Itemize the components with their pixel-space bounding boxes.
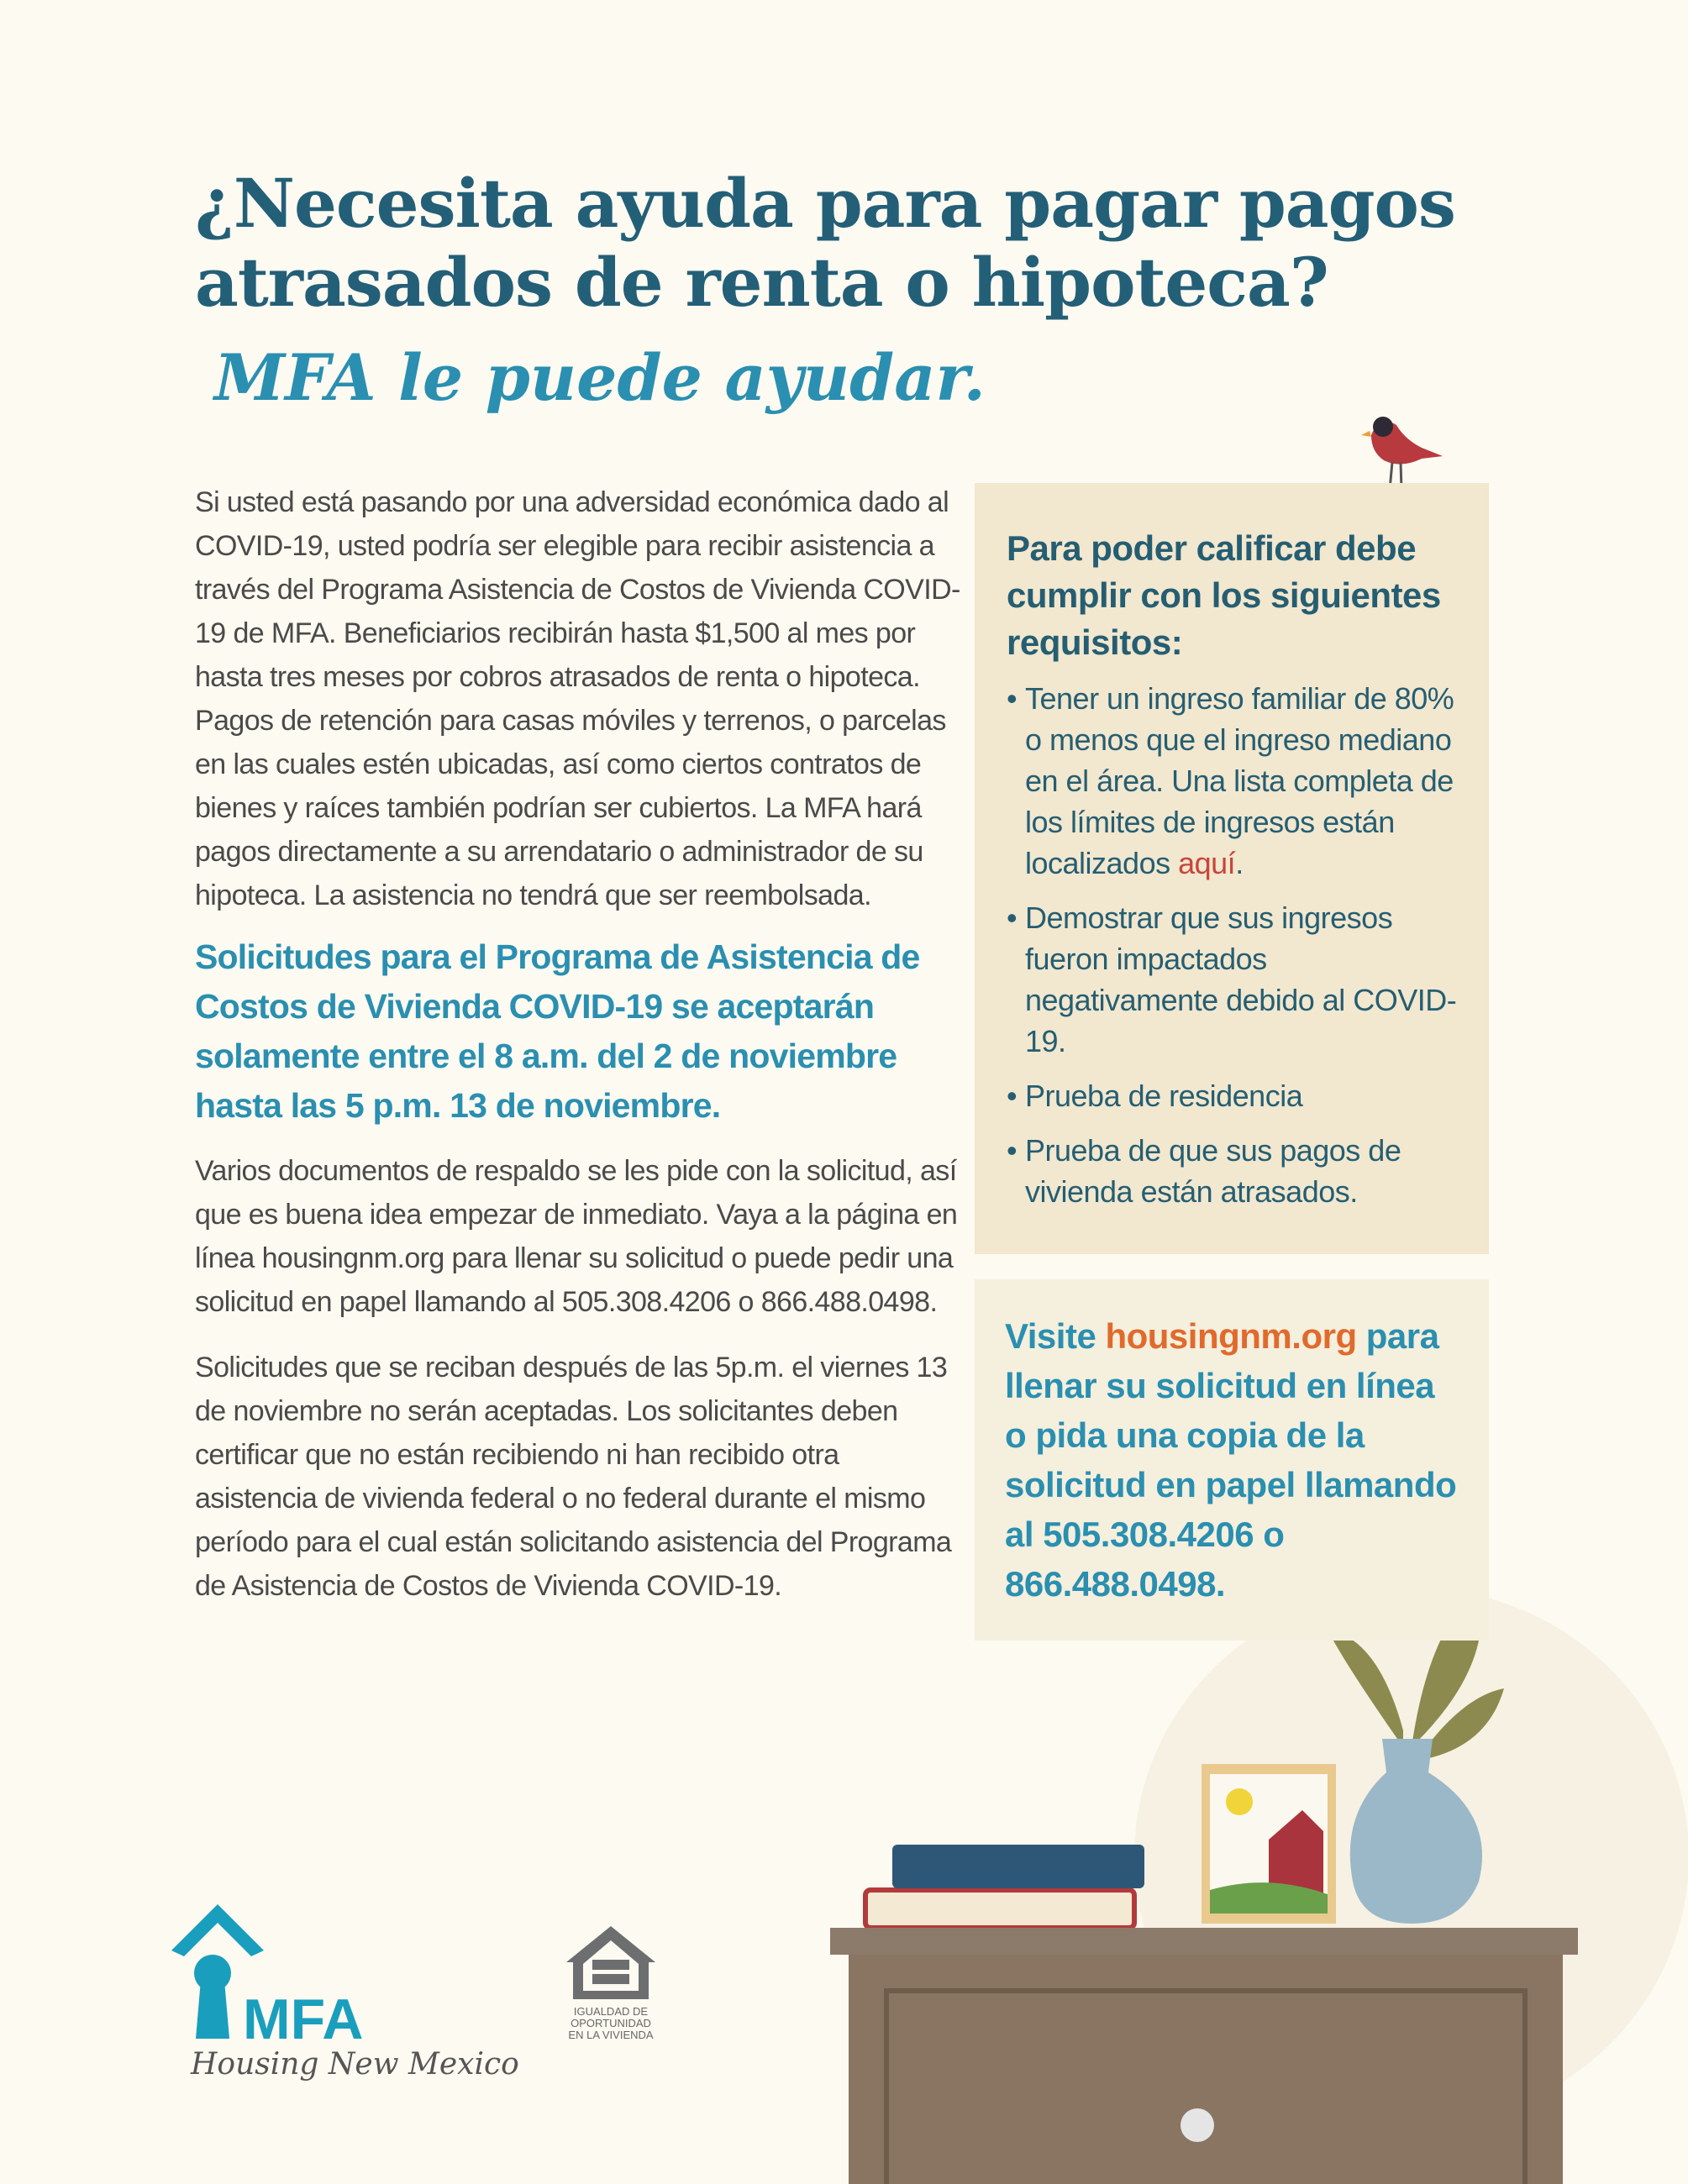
book-icon: [865, 1890, 1134, 1928]
eho-text: EN LA VIVIENDA: [568, 2029, 654, 2041]
visit-pre: Visite: [1005, 1316, 1106, 1356]
right-column: [975, 483, 1489, 1641]
documents-paragraph: Varios documentos de respaldo se les pide con la solicitud, así que es buena idea empezar de inmediato. Vaya a la página en línea housingnm.org para llenar su solicitud o puede pedir una solicitud en papel llamando al 505.308.4206 o 866.488.0498.: [195, 1155, 958, 1318]
dresser-illustration: [823, 1562, 1688, 2184]
dresser-top: [830, 1928, 1578, 1955]
requirements-list: [1007, 678, 1464, 1212]
book-icon: [892, 1845, 1144, 1888]
period: .: [1235, 846, 1244, 880]
housingnm-link[interactable]: housingnm.org: [1105, 1316, 1357, 1356]
mfa-logo: [167, 1879, 519, 2082]
requirement-text: Tener un ingreso familiar de 80% o menos que el ingreso mediano en el área. Una lista completa de los límites de ingresos están localizados: [1025, 681, 1454, 880]
cardinal-bird-icon: [1354, 410, 1447, 494]
requirement-item: • Prueba de que sus pagos de vivienda están atrasados.: [1007, 1130, 1464, 1212]
title-line-1: ¿Necesita ayuda para pagar pagos: [195, 164, 1455, 243]
left-column: [195, 480, 964, 1608]
visit-callout: [975, 1279, 1489, 1641]
eho-text: IGUALDAD DE: [573, 2005, 649, 2018]
title-line-2: atrasados de renta o hipoteca?: [195, 243, 1328, 322]
equal-housing-icon: [565, 1922, 657, 2002]
eho-text: OPORTUNIDAD: [571, 2017, 651, 2029]
drawer-knob-icon: [1181, 2108, 1214, 2142]
visit-post: para llenar su solicitud en línea o pida una copia de la solicitud en papel llamando al 505.308.4206 o 866.488.0498.: [1005, 1316, 1457, 1604]
page-title: [195, 164, 1455, 322]
requirement-item: • Prueba de residencia: [1007, 1075, 1464, 1116]
equal-housing-logo: [561, 1922, 660, 2041]
svg-text:MFA: MFA: [243, 1987, 364, 2047]
logo-tagline: Housing New Mexico: [191, 2047, 519, 2082]
requirements-box: [975, 483, 1489, 1254]
intro-paragraph: Si usted está pasando por una adversidad económica dado al COVID-19, usted podría ser elegible para recibir asistencia a través del Programa Asistencia de Costos de Vivienda COVID-19 de MFA. Beneficiarios recibirán hasta $1,500 al mes por hasta tres meses por cobros atrasados de renta o hipoteca. Pagos de retención para casas móviles y terrenos, o parcelas en las cuales estén ubicadas, así como ciertos contratos de bienes y raíces también podrían ser cubiertos. La MFA hará pagos directamente a su arrendatario o administrador de su hipoteca. La asistencia no tendrá que ser reembolsada.: [195, 486, 960, 911]
certification-paragraph: Solicitudes que se reciban después de las 5p.m. el viernes 13 de noviembre no serán aceptadas. Los solicitantes deben certificar que no están recibiendo ni han recibido otra asistencia de vivienda federal o no federal durante el mismo período para el cual están solicitando asistencia del Programa de Asistencia de Costos de Vivienda COVID-19.: [195, 1352, 952, 1602]
subtitle: MFA le puede ayudar.: [214, 340, 986, 415]
income-limits-link[interactable]: aquí: [1178, 846, 1236, 880]
requirement-item: [1007, 678, 1464, 884]
requirements-heading: Para poder calificar debe cumplir con los siguientes requisitos:: [1007, 528, 1441, 662]
deadline-highlight: Solicitudes para el Programa de Asistencia de Costos de Vivienda COVID-19 se aceptarán solamente entre el 8 a.m. del 2 de noviembre hasta las 5 p.m. 13 de noviembre.: [195, 937, 920, 1125]
requirement-item: • Demostrar que sus ingresos fueron impactados negativamente debido al COVID-19.: [1007, 897, 1464, 1062]
